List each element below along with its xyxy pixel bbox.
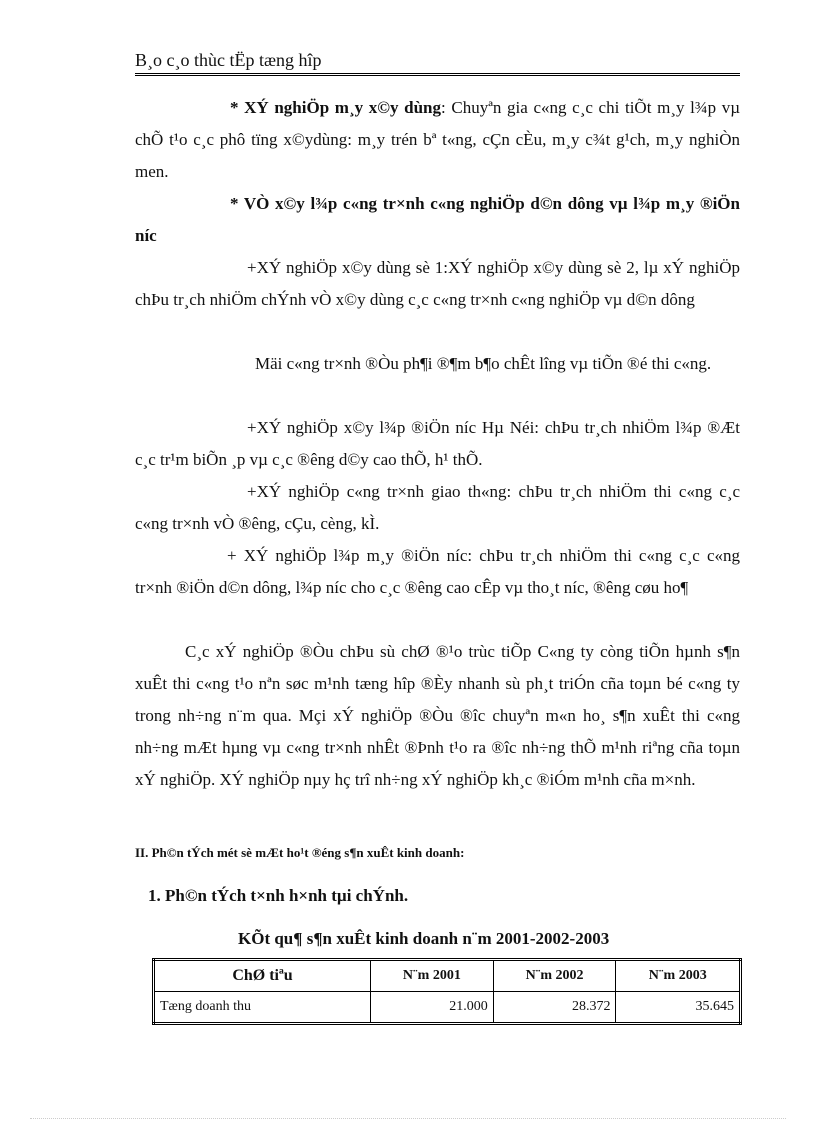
paragraph-enterprises-summary: C¸c xÝ nghiÖp ®Òu chÞu sù chØ ®¹o trùc tiÕp C«ng ty còng tiÕn hµnh s¶n xuÊt thi c«ng t¹o nªn søc m¹nh tæng hîp ®Èy nhanh sù ph¸t triÓn cña toµn bé c«ng ty trong nh÷ng n¨m qua. Mçi xÝ nghiÖp ®Òu ®îc chuyªn m«n ho¸ s¶n xuÊt thi c«ng nh÷ng mÆt hµng vµ c«ng tr×nh nhÊt ®Þnh t¹o ra ®îc nh÷ng thÕ m¹nh riªng cña toµn xÝ nghiÖp. XÝ nghiÖp nµy hç trî nh÷ng xÝ nghiÖp kh¸c ®iÓm m¹nh cña m×nh. xyxy=(135,642,740,789)
table-row xyxy=(154,992,741,1024)
page-header: B¸o c¸o thùc tËp tæng hîp xyxy=(135,50,740,76)
paragraph-machinery xyxy=(135,92,740,188)
paragraph-traffic-works: +XÝ nghiÖp c«ng tr×nh giao th«ng: chÞu tr¸ch nhiÖm thi c«ng c¸c c«ng tr×nh vÒ ®êng, cÇu, cèng, kÌ. xyxy=(135,482,740,533)
row-label-revenue: Tæng doanh thu xyxy=(154,992,371,1024)
paragraph-machinery-title: * XÝ nghiÖp m¸y x©y dùng xyxy=(230,98,441,117)
table-header-row xyxy=(154,960,741,992)
paragraph-enterprise-1-2: +XÝ nghiÖp x©y dùng sè 1:XÝ nghiÖp x©y dùng sè 2, lµ xÝ nghiÖp chÞu tr¸ch nhiÖm chÝnh vÒ x©y dùng c¸c c«ng tr×nh c«ng nghiÖp vµ d©n dông xyxy=(135,258,740,309)
column-header-2003: N¨m 2003 xyxy=(616,960,741,992)
column-header-indicator: ChØ tiªu xyxy=(154,960,371,992)
section-heading-finance: 1. Ph©n tÝch t×nh h×nh tµi chÝnh. xyxy=(148,886,409,905)
table-caption: KÕt qu¶ s¶n xuÊt kinh doanh n¨m 2001-2002-2003 xyxy=(238,929,610,948)
paragraph-electric-water-install: + XÝ nghiÖp l¾p m¸y ®iÖn níc: chÞu tr¸ch nhiÖm thi c«ng c¸c c«ng tr×nh ®iÖn d©n dông, l¾p níc cho c¸c ®êng cao cÊp vµ tho¸t níc, ®êng cøu ho¶ xyxy=(135,546,740,597)
revenue-2002: 28.372 xyxy=(493,992,616,1024)
section-heading-analysis: II. Ph©n tÝch mét sè mÆt ho¹t ®éng s¶n xuÊt kinh doanh: xyxy=(135,845,465,860)
paragraph-machinery-text: : Chuyªn gia c«ng c¸c chi tiÕt m¸y l¾p vµ chÕ t¹o c¸c phô tïng x©ydùng: m¸y trén bª t«ng, cÇn cÈu, m¸y c¾t g¹ch, m¸y nghiÒn men. xyxy=(135,98,741,181)
column-header-2001: N¨m 2001 xyxy=(371,960,494,992)
column-header-2002: N¨m 2002 xyxy=(493,960,616,992)
revenue-2001: 21.000 xyxy=(371,992,494,1024)
paragraph-construction-heading: * VÒ x©y l¾p c«ng tr×nh c«ng nghiÖp d©n dông vµ l¾p m¸y ®iÖn níc xyxy=(135,194,740,245)
results-table xyxy=(152,958,742,1025)
page-bottom-divider xyxy=(30,1118,786,1119)
paragraph-electric-water-hanoi: +XÝ nghiÖp x©y l¾p ®iÖn níc Hµ Néi: chÞu tr¸ch nhiÖm l¾p ®Æt c¸c tr¹m biÕn ¸p vµ c¸c ®êng d©y cao thÕ, h¹ thÕ. xyxy=(135,418,740,469)
revenue-2003: 35.645 xyxy=(616,992,741,1024)
paragraph-quality: Mäi c«ng tr×nh ®Òu ph¶i ®¶m b¶o chÊt lîng vµ tiÕn ®é thi c«ng. xyxy=(255,354,712,373)
